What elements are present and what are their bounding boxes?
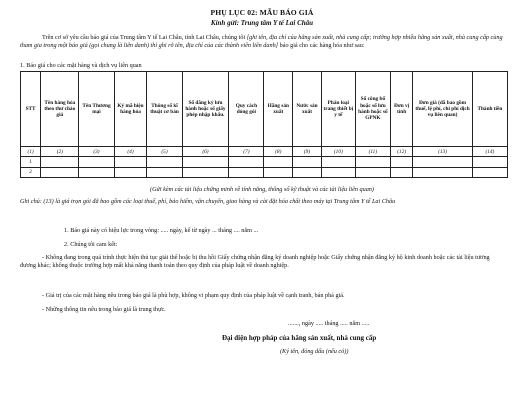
header-cell: Tên hàng hóa theo thư chào giá [41, 72, 79, 147]
column-number: (3) [79, 147, 114, 157]
header-cell: Quy cách đóng gói [229, 72, 264, 147]
header-cell: Số công bố hoặc số lưu hành hoặc số GPNK [355, 72, 390, 147]
column-number: (13) [413, 147, 473, 157]
doc-title: PHỤ LỤC 02: MẪU BÁO GIÁ [210, 8, 314, 17]
table-row [21, 157, 508, 167]
header-cell: Thành tiền [472, 72, 507, 147]
section-1-heading: 1. Báo giá cho các mặt hàng và dịch vụ liên quan [20, 62, 142, 69]
row-index: 1 [21, 157, 41, 167]
row-index: 2 [21, 167, 41, 177]
column-number: (10) [321, 147, 355, 157]
commitment-item-3: - Những thông tin nêu trong báo giá là trung thực. [42, 306, 166, 313]
table-header-row [21, 72, 508, 147]
header-cell: Nước sản xuất [293, 72, 322, 147]
doc-recipient: Kính gửi: Trung tâm Y tế Lai Châu [210, 19, 314, 27]
header-cell: Đơn giá (đã bao gồm thuế, lệ phí, chi phí dịch vụ liên quan) [413, 72, 473, 147]
column-number: (4) [114, 147, 147, 157]
intro-text-2: báo giá cho các hàng hóa như sau: [278, 42, 365, 50]
quote-table [20, 71, 508, 178]
intro-italic-text: [ghi tên, địa chỉ của hãng sản xuất, nhà cung cấp; trường hợp nhiều hãng sản xuất, nhà cung cấp cùng tham gia trong một báo giá (gọi chung là liên danh) thì ghi rõ tên, địa chỉ của các thành viên liên danh] [20, 34, 503, 50]
header-cell: Đơn vị tính [390, 72, 412, 147]
footnote: Ghi chú: (13) là giá trọn gói đã bao gồm các loại thuế, phí, bảo hiểm, vận chuyển, giao hàng và cài đặt hóa chất theo máy tại Trung tâm Y tế Lai Châu [20, 198, 396, 205]
header-cell: Phân loại trang thiết bị y tế [321, 72, 355, 147]
column-number: (7) [229, 147, 264, 157]
column-number: (1) [21, 147, 41, 157]
header-cell: Hãng sản xuất [264, 72, 293, 147]
intro-paragraph [20, 34, 506, 50]
date-line: ......., ngày ..... tháng ..... năm ..... [288, 320, 370, 327]
column-number: (5) [147, 147, 182, 157]
header-cell: Tên Thương mại [79, 72, 114, 147]
commitment-item-2: - Giá trị của các mặt hàng nêu trong báo giá là phù hợp, không vi phạm quy định của pháp luật về cạnh tranh, bán phá giá. [42, 292, 345, 299]
column-number: (2) [41, 147, 79, 157]
representative-title: Đại diện hợp pháp của hãng sản xuất, nhà cung cấp [222, 334, 377, 342]
validity-clause: 1. Báo giá này có hiệu lực trong vòng: ..... ngày, kể từ ngày ... tháng .... năm ... [64, 227, 259, 234]
attachment-note: (Gửi kèm các tài liệu chứng minh về tính năng, thông số kỹ thuật và các tài liệu liên quan) [150, 186, 374, 193]
commitment-item-1: - Không đang trong quá trình thực hiện thủ tục giải thể hoặc bị thu hồi Giấy chứng nhận đăng ký doanh nghiệp hoặc Giấy chứng nhận đăng ký hộ kinh doanh hoặc các tài liệu tương đương khác; không thuộc trường hợp mất khả năng thanh toán theo quy định của pháp luật về doanh nghiệp. [20, 254, 490, 270]
column-number: (12) [390, 147, 412, 157]
commitment-heading: 2. Chúng tôi cam kết: [64, 241, 118, 248]
signature-instruction: (Ký tên, đóng dấu (nếu có)) [280, 348, 349, 355]
column-number: (14) [472, 147, 507, 157]
header-cell: STT [21, 72, 41, 147]
header-cell: Ký mã hiệu hàng hóa [114, 72, 147, 147]
header-cell: Số đăng ký lưu hành hoặc số giấy phép nhập khẩu. [182, 72, 229, 147]
column-number: (9) [293, 147, 322, 157]
column-number: (6) [182, 147, 229, 157]
table-row [21, 167, 508, 177]
column-number: (11) [355, 147, 390, 157]
header-cell: Thông số kĩ thuật cơ bản [147, 72, 182, 147]
intro-text-1: Trên cơ sở yêu cầu báo giá của Trung tâm Y tế Lai Châu, tỉnh Lai Châu, chúng tôi [42, 34, 247, 41]
column-number-row [21, 147, 508, 157]
column-number: (8) [264, 147, 293, 157]
